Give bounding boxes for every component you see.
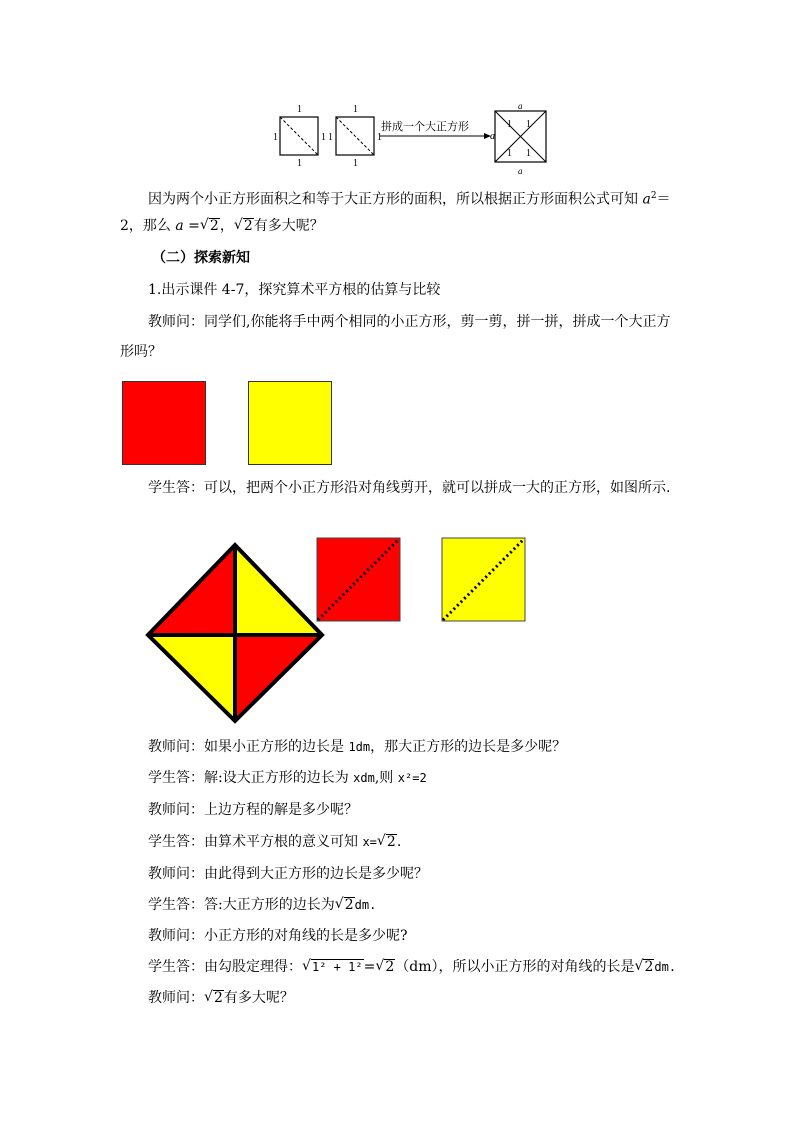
teacher-question-3: 教师问：上边方程的解是多少呢？ <box>148 802 358 818</box>
teacher-question-1-cont: 形吗？ <box>120 344 162 360</box>
svg-text:1: 1 <box>526 119 531 130</box>
svg-text:1: 1 <box>526 148 531 159</box>
student-answer-3: 学生答：由算术平方根的意义可知 x=√ 2. <box>148 832 708 852</box>
sqrt-symbol: √ 2 <box>335 895 355 915</box>
side-label: 1 <box>297 104 302 115</box>
top-figure <box>270 100 560 176</box>
section-heading: （二）探索新知 <box>152 250 250 266</box>
side-label: 1 <box>273 132 278 143</box>
sqrt-symbol: √ 1² + 1² <box>302 957 364 977</box>
arrow-label: 拼成一个大正方形 <box>381 120 469 133</box>
student-answer-1: 学生答：可以，把两个小正方形沿对角线剪开，就可以拼成一大的正方形，如图所示. <box>148 480 671 496</box>
side-label: 1 <box>328 132 333 143</box>
teacher-question-6: 教师问：√ 2有多大呢？ <box>148 988 708 1008</box>
big-side-label: a <box>490 131 495 142</box>
teacher-question-5: 教师问：小正方形的对角线的长是多少呢? <box>148 928 408 944</box>
side-label: 1 <box>353 104 358 115</box>
sqrt-symbol: √ 2 <box>234 216 254 236</box>
side-label: 1 <box>377 132 382 143</box>
sqrt-symbol: √ 2 <box>375 957 395 977</box>
sqrt-symbol: √ 2 <box>634 957 654 977</box>
assembled-figure <box>140 535 535 725</box>
student-answer-4: 学生答：答:大正方形的边长为√ 2dm. <box>148 895 708 915</box>
red-square <box>122 381 206 465</box>
sqrt-symbol: √ 2 <box>200 216 220 236</box>
sqrt-symbol: √ 2 <box>377 832 397 852</box>
teacher-question-1: 教师问：同学们,你能将手中两个相同的小正方形，剪一剪，拼一拼，拼成一个大正方 <box>148 314 671 330</box>
svg-text:1: 1 <box>507 148 512 159</box>
svg-text:1: 1 <box>507 119 512 130</box>
teacher-question-2: 教师问：如果小正方形的边长是 1dm，那大正方形的边长是多少呢？ <box>148 739 567 755</box>
side-label: 1 <box>297 158 302 169</box>
student-answer-2: 学生答：解:设大正方形的边长为 xdm,则 x²=2 <box>148 770 427 786</box>
svg-text:a: a <box>518 166 523 176</box>
paragraph-area-formula: 因为两个小正方形面积之和等于大正方形的面积，所以根据正方形面积公式可知 $a^2=$ <box>148 191 671 208</box>
teacher-question-4: 教师问：由此得到大正方形的边长是多少呢？ <box>148 866 428 882</box>
student-answer-5: 学生答：由勾股定理得：√ 1² + 1²=√ 2（dm），所以小正方形的对角线的长是√ 2dm. <box>148 957 708 977</box>
side-label: 1 <box>353 158 358 169</box>
step-1: 1.出示课件 4-7，探究算术平方根的估算与比较 <box>148 282 441 298</box>
side-label: 1 <box>321 132 326 143</box>
sqrt-symbol: √ 2 <box>204 988 224 1008</box>
paragraph-sqrt-question: 2，那么 a =√ 2，√ 2有多大呢？ <box>120 216 680 236</box>
yellow-square <box>248 381 332 465</box>
svg-text:a: a <box>518 101 523 111</box>
